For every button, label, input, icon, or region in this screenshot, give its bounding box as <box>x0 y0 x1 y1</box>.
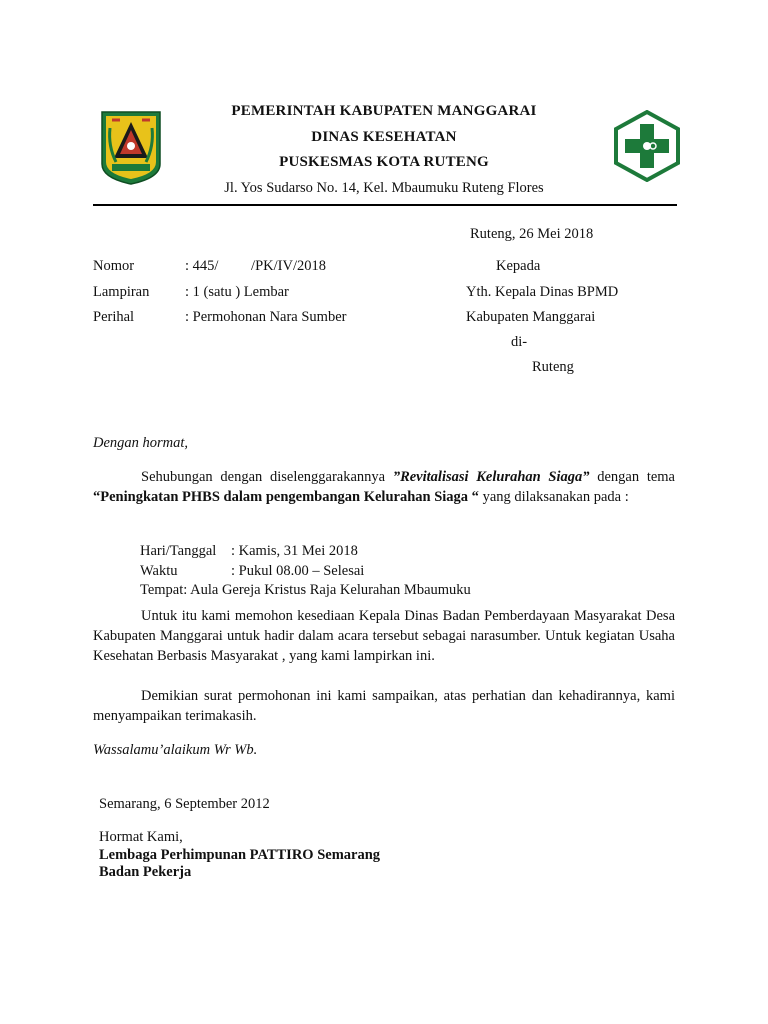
letter-date: Ruteng, 26 Mei 2018 <box>470 226 594 242</box>
signature-place-date: Semarang, 6 September 2012 <box>99 796 270 812</box>
intro-text-c: yang dilaksanakan pada : <box>478 489 629 505</box>
paragraph-request: Untuk itu kami memohon kesediaan Kepala Dinas Badan Pemberdayaan Masyarakat Desa Kabupaten Manggarai untuk hadir dalam acara tersebut sebagai narasumber. Untuk kegiatan Usaha Kesehatan Berbasis Masyarakat , yang kami lampirkan ini. <box>93 608 675 664</box>
recipient-line1: Yth. Kepala Dinas BPMD <box>466 284 619 300</box>
header-department: DINAS KESEHATAN <box>311 129 457 145</box>
puskesmas-logo <box>612 110 682 182</box>
recipient-di: di- <box>511 334 528 350</box>
header-divider <box>93 204 677 206</box>
lampiran-label: Lampiran <box>93 284 150 300</box>
event-name: ”Revitalisasi Kelurahan Siaga” <box>392 469 590 485</box>
intro-text-a: Sehubungan dengan diselenggarakannya <box>141 469 393 485</box>
paragraph-closing: Demikian surat permohonan ini kami sampaikan, atas perhatian dan kehadirannya, kami menyampaikan terimakasih. <box>93 688 675 724</box>
waktu-label: Waktu <box>140 563 178 579</box>
nomor-value: : 445/ /PK/IV/2018 <box>185 258 326 274</box>
recipient-kepada: Kepada <box>496 258 541 274</box>
header-address: Jl. Yos Sudarso No. 14, Kel. Mbaumuku Ruteng Flores <box>224 180 544 196</box>
hari-value: : Kamis, 31 Mei 2018 <box>231 543 358 559</box>
event-theme: “Peningkatan PHBS dalam pengembangan Kelurahan Siaga “ <box>93 489 479 505</box>
closing-greeting: Wassalamu’alaikum Wr Wb. <box>93 742 258 758</box>
intro-text-b: dengan tema <box>589 469 675 485</box>
waktu-value: : Pukul 08.00 – Selesai <box>231 563 365 579</box>
perihal-value: : Permohonan Nara Sumber <box>185 309 347 325</box>
signature-organization: Lembaga Perhimpunan PATTIRO Semarang <box>99 847 381 863</box>
recipient-city: Ruteng <box>532 359 574 375</box>
signature-hormat: Hormat Kami, <box>99 829 183 845</box>
header-government: PEMERINTAH KABUPATEN MANGGARAI <box>231 103 537 119</box>
paragraph-intro <box>93 467 675 507</box>
recipient-line2: Kabupaten Manggarai <box>466 309 596 325</box>
lampiran-value: : 1 (satu ) Lembar <box>185 284 289 300</box>
signature-unit: Badan Pekerja <box>99 864 192 880</box>
header-puskesmas: PUSKESMAS KOTA RUTENG <box>279 154 489 170</box>
salutation: Dengan hormat, <box>93 435 189 451</box>
tempat-line: Tempat: Aula Gereja Kristus Raja Kelurahan Mbaumuku <box>140 582 471 598</box>
perihal-label: Perihal <box>93 309 135 325</box>
nomor-label: Nomor <box>93 258 135 274</box>
hari-label: Hari/Tanggal <box>140 543 217 559</box>
